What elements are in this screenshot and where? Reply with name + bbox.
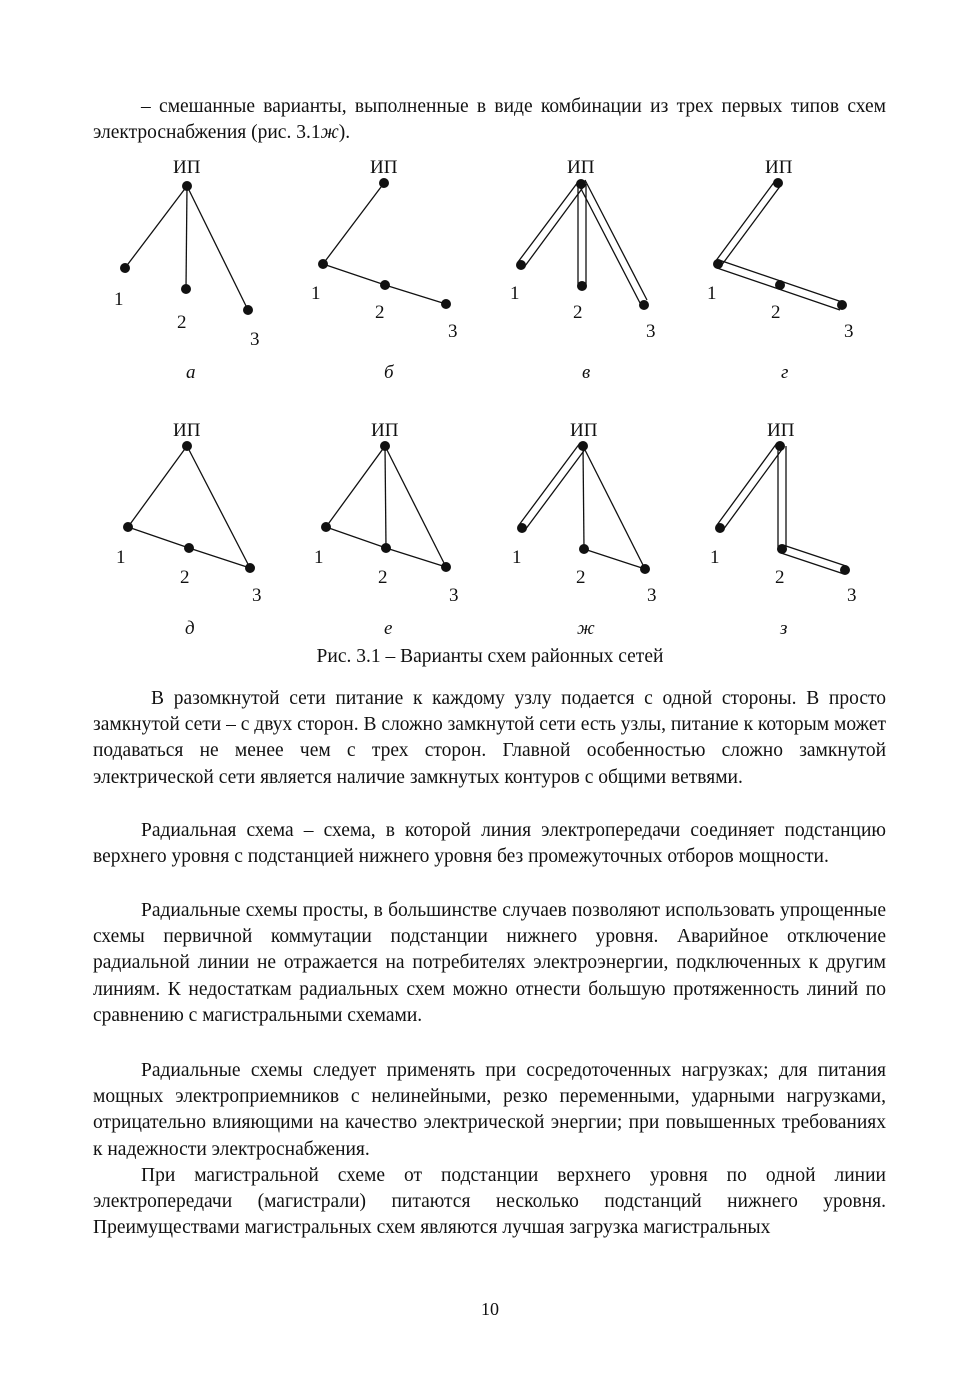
svg-text:д: д — [185, 618, 195, 639]
svg-text:ИП: ИП — [767, 420, 795, 441]
figure-caption: Рис. 3.1 – Варианты схем районных сетей — [316, 646, 664, 667]
svg-text:ИП: ИП — [370, 157, 398, 178]
svg-text:2: 2 — [378, 567, 388, 588]
svg-text:1: 1 — [114, 289, 124, 310]
figure-nodes — [120, 178, 850, 575]
svg-text:3: 3 — [250, 329, 260, 350]
svg-text:в: в — [582, 362, 591, 383]
intro-tail: ). — [338, 122, 351, 144]
paragraph-radial-usage: Радиальные схемы следует применять при сосредоточенных нагрузках; для питания мощных электроприемников с нелинейными, резко переменными, ударными нагрузками, отрицательно влияющими на качество электрической энергии; при повышенных требованиях к надежности электроснабжения. — [93, 1060, 886, 1160]
source-labels — [173, 157, 795, 441]
paragraph-open-network: В разомкнутой сети питание к каждому узлу подается с одной стороны. В просто замкнутой сети – с двух сторон. В сложно замкнутой сети есть узлы, питание к которым может подаваться не менее чем с трех сторон. Главной особенностью сложно замкнутой электрической сети является наличие замкнутых контуров с общими ветвями. — [93, 688, 886, 788]
svg-text:ИП: ИП — [173, 420, 201, 441]
intro-figure-ref: ж — [320, 122, 339, 144]
svg-text:г: г — [781, 362, 789, 383]
paragraph-radial-definition: Радиальная схема – схема, в которой линия электропередачи соединяет подстанцию верхнего уровня с подстанцией нижнего уровня без промежуточных отборов мощности. — [93, 820, 886, 868]
svg-text:3: 3 — [647, 585, 657, 606]
svg-text:з: з — [780, 618, 788, 639]
svg-text:ИП: ИП — [371, 420, 399, 441]
svg-text:2: 2 — [775, 567, 785, 588]
svg-text:а: а — [186, 362, 196, 383]
svg-text:ИП: ИП — [570, 420, 598, 441]
paragraph-trunk-scheme: При магистральной схеме от подстанции верхнего уровня по одной линии электропередачи (магистрали) питаются несколько подстанций нижнего уровня. Преимуществами магистральных схем являются лучшая загрузка магистральных — [93, 1165, 886, 1239]
figure-3-1 — [0, 0, 980, 640]
svg-text:е: е — [384, 618, 393, 639]
svg-text:2: 2 — [177, 312, 187, 333]
svg-text:2: 2 — [771, 302, 781, 323]
svg-text:2: 2 — [573, 302, 583, 323]
svg-text:1: 1 — [512, 547, 522, 568]
svg-text:ИП: ИП — [173, 157, 201, 178]
paragraph-radial-advantages: Радиальные схемы просты, в большинстве случаев позволяют использовать упрощенные схемы первичной коммутации подстанции нижнего уровня. Аварийное отключение радиальной линии не отражается на потребителях электроэнергии, подключенных к другим линиям. К недостаткам радиальных схем можно отнести большую протяженность линий по сравнению с магистральными схемами. — [93, 900, 886, 1026]
svg-text:ИП: ИП — [567, 157, 595, 178]
svg-text:1: 1 — [710, 547, 720, 568]
svg-text:1: 1 — [116, 547, 126, 568]
svg-text:2: 2 — [180, 567, 190, 588]
svg-text:3: 3 — [448, 321, 458, 342]
svg-text:2: 2 — [375, 302, 385, 323]
intro-text: – смешанные варианты, выполненные в виде комбинации из трех первых типов схем электроснабжения (рис. 3.1 — [93, 96, 886, 144]
node-labels — [114, 283, 857, 606]
svg-text:2: 2 — [576, 567, 586, 588]
svg-text:3: 3 — [646, 321, 656, 342]
svg-text:ИП: ИП — [765, 157, 793, 178]
panel-letters — [185, 362, 788, 639]
svg-text:1: 1 — [707, 283, 717, 304]
svg-text:3: 3 — [252, 585, 262, 606]
svg-text:3: 3 — [844, 321, 854, 342]
svg-text:1: 1 — [311, 283, 321, 304]
figure-lines — [125, 180, 846, 574]
svg-text:б: б — [384, 362, 394, 383]
svg-text:3: 3 — [847, 585, 857, 606]
svg-text:1: 1 — [510, 283, 520, 304]
svg-text:1: 1 — [314, 547, 324, 568]
svg-text:3: 3 — [449, 585, 459, 606]
svg-text:ж: ж — [577, 618, 595, 639]
page-number: 10 — [481, 1299, 499, 1319]
